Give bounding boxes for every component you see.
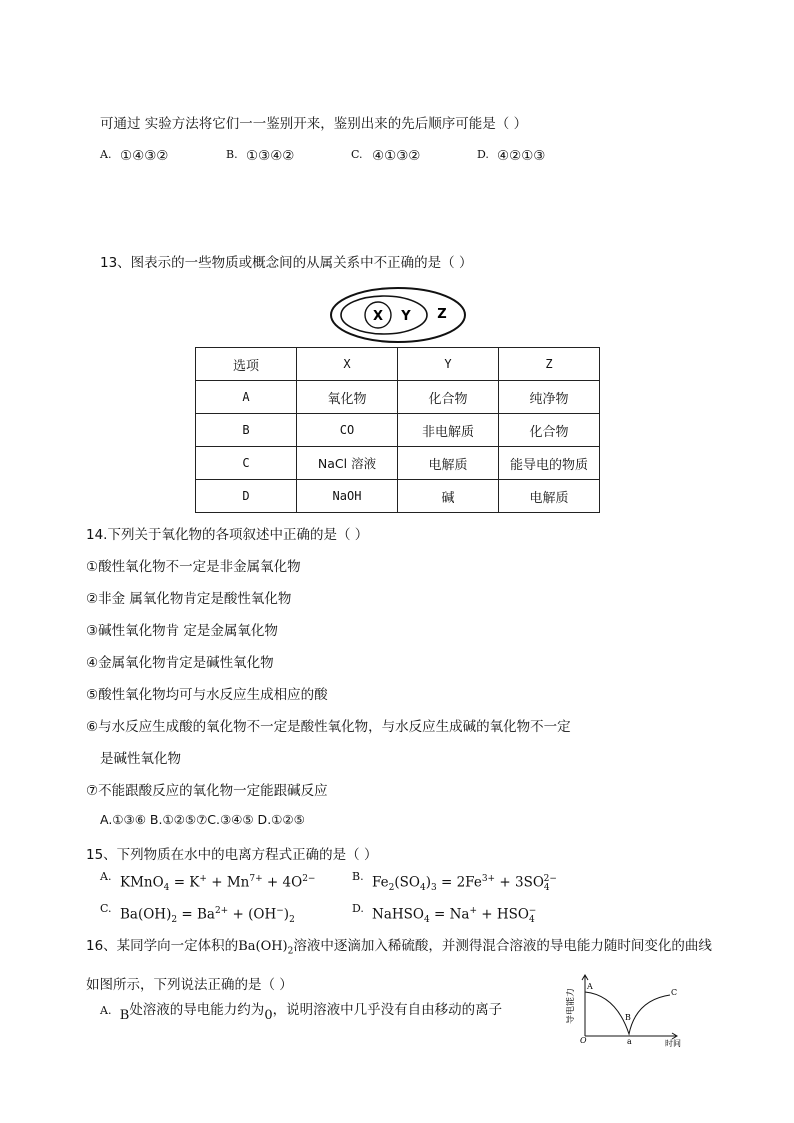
venn-label-x: X <box>372 309 384 324</box>
table-cell: 电解质 <box>398 447 499 480</box>
table-header-cell: 选项 <box>196 348 297 381</box>
table-header-cell: Z <box>499 348 600 381</box>
q14-item: ⑤酸性氧化物均可与水反应生成相应的酸 <box>86 687 328 703</box>
q16-option-a-text2: ，说明溶液中几乎没有自由移动的离子 <box>272 1002 503 1018</box>
table-cell: 电解质 <box>499 480 600 513</box>
graph-tick-a-label: a <box>627 1037 632 1046</box>
table-header-cell: X <box>297 348 398 381</box>
q16-option-a-zero: 0 <box>264 1008 273 1023</box>
q14-item: ④金属氧化物肯定是碱性氧化物 <box>86 655 274 671</box>
q14-item: ②非金 属氧化物肯定是酸性氧化物 <box>86 591 292 607</box>
table-cell: 纯净物 <box>499 381 600 414</box>
table-cell: 化合物 <box>499 414 600 447</box>
table-cell: 化合物 <box>398 381 499 414</box>
table-cell: 非电解质 <box>398 414 499 447</box>
q14-item: ①酸性氧化物不一定是非金属氧化物 <box>86 559 301 575</box>
table-cell: CO <box>297 414 398 447</box>
q14-item: ⑥与水反应生成酸的氧化物不一定是酸性氧化物，与水反应生成碱的氧化物不一定 <box>86 719 571 735</box>
graph-point-a-label: A <box>587 982 593 991</box>
q16-option-a-b: B <box>119 1008 130 1023</box>
graph-origin-label: O <box>580 1036 587 1045</box>
graph-y-label: 导电能力 <box>566 987 576 1025</box>
q15-option-b-label: B. <box>352 870 364 883</box>
q14-item: ③碱性氧化物肯 定是金属氧化物 <box>86 623 278 639</box>
table-cell: A <box>196 381 297 414</box>
venn-label-z: Z <box>437 307 447 322</box>
graph-point-c-label: C <box>671 988 678 997</box>
q15-stem: 15、下列物质在水中的电离方程式正确的是（ ） <box>86 847 378 863</box>
table-row <box>196 447 600 480</box>
table-cell: B <box>196 414 297 447</box>
q12-option-b-text: ①③④② <box>246 148 295 164</box>
table-row <box>196 414 600 447</box>
venn-label-y: Y <box>401 309 411 324</box>
q16-option-a <box>100 998 503 1023</box>
table-header-cell: Y <box>398 348 499 381</box>
table-cell: NaCl 溶液 <box>297 447 398 480</box>
venn-diagram <box>326 284 470 346</box>
q12-option-d-label: D. <box>477 148 489 161</box>
graph-x-label: 时间 <box>665 1039 681 1048</box>
q16-stem-line1 <box>86 934 712 957</box>
q16-option-a-label: A. <box>100 1004 112 1017</box>
q14-stem: 14.下列关于氧化物的各项叙述中正确的是（ ） <box>86 527 369 543</box>
q16-stem-line2: 如图所示，下列说法正确的是（ ） <box>86 977 293 993</box>
q12-option-d-text: ④②①③ <box>497 148 546 164</box>
q16-stem-b: 溶液中逐滴加入稀硫酸，并测得混合溶液的导电能力随时间变化的曲线 <box>293 938 712 954</box>
q15-option-c-label: C. <box>100 902 112 915</box>
q15-option-a-equation: KMnO$_4$ = $K^+ + Mn^{7+} + 4O^{2-}$ <box>120 874 316 894</box>
q14-answers: A.①③⑥ B.①②⑤⑦C.③④⑤ D.①②⑤ <box>100 812 305 827</box>
q16-baoh2-formula: $Ba(OH)_2$ <box>238 939 294 957</box>
table-row <box>196 480 600 513</box>
q16-option-a-text1: 处溶液的导电能力约为 <box>129 1002 265 1018</box>
table-cell: C <box>196 447 297 480</box>
q12-stem-tail: 可通过 实验方法将它们一一鉴别开来，鉴别出来的先后顺序可能是（ ） <box>100 116 528 132</box>
q15-option-d-equation: NaHSO$_4$ = $Na^+ + HSO_4^-$ <box>372 906 537 926</box>
q14-item: ⑦不能跟酸反应的氧化物一定能跟碱反应 <box>86 783 328 799</box>
q15-option-b-equation: $Fe_2(SO_4)_3 = 2Fe^{3+} + 3SO_4^{2-}$ <box>372 874 557 894</box>
conductivity-graph <box>566 970 690 1048</box>
q15-option-a-label: A. <box>100 870 112 883</box>
table-header-row <box>196 348 600 381</box>
q12-option-c-label: C. <box>351 148 363 161</box>
q15-option-c-equation: $Ba(OH)_2 = Ba^{2+} + (OH^-)_2$ <box>120 906 295 926</box>
q12-option-a-label: A. <box>100 148 112 161</box>
q16-stem-a: 16、某同学向一定体积的 <box>86 938 239 954</box>
table-cell: D <box>196 480 297 513</box>
table-cell: 碱 <box>398 480 499 513</box>
venn-middle-ellipse <box>341 296 427 334</box>
q13-stem: 13、图表示的一些物质或概念间的从属关系中不正确的是（ ） <box>100 255 473 271</box>
q14-item: 是碱性氧化物 <box>100 751 181 767</box>
q12-option-a-text: ①④③② <box>120 148 169 164</box>
table-cell: 氧化物 <box>297 381 398 414</box>
table-cell: NaOH <box>297 480 398 513</box>
q12-option-c-text: ④①③② <box>372 148 421 164</box>
q13-table <box>195 347 600 513</box>
table-cell: 能导电的物质 <box>499 447 600 480</box>
q15-option-d-label: D. <box>352 902 364 915</box>
graph-point-b-label: B <box>625 1013 631 1022</box>
table-row <box>196 381 600 414</box>
q12-option-b-label: B. <box>226 148 238 161</box>
